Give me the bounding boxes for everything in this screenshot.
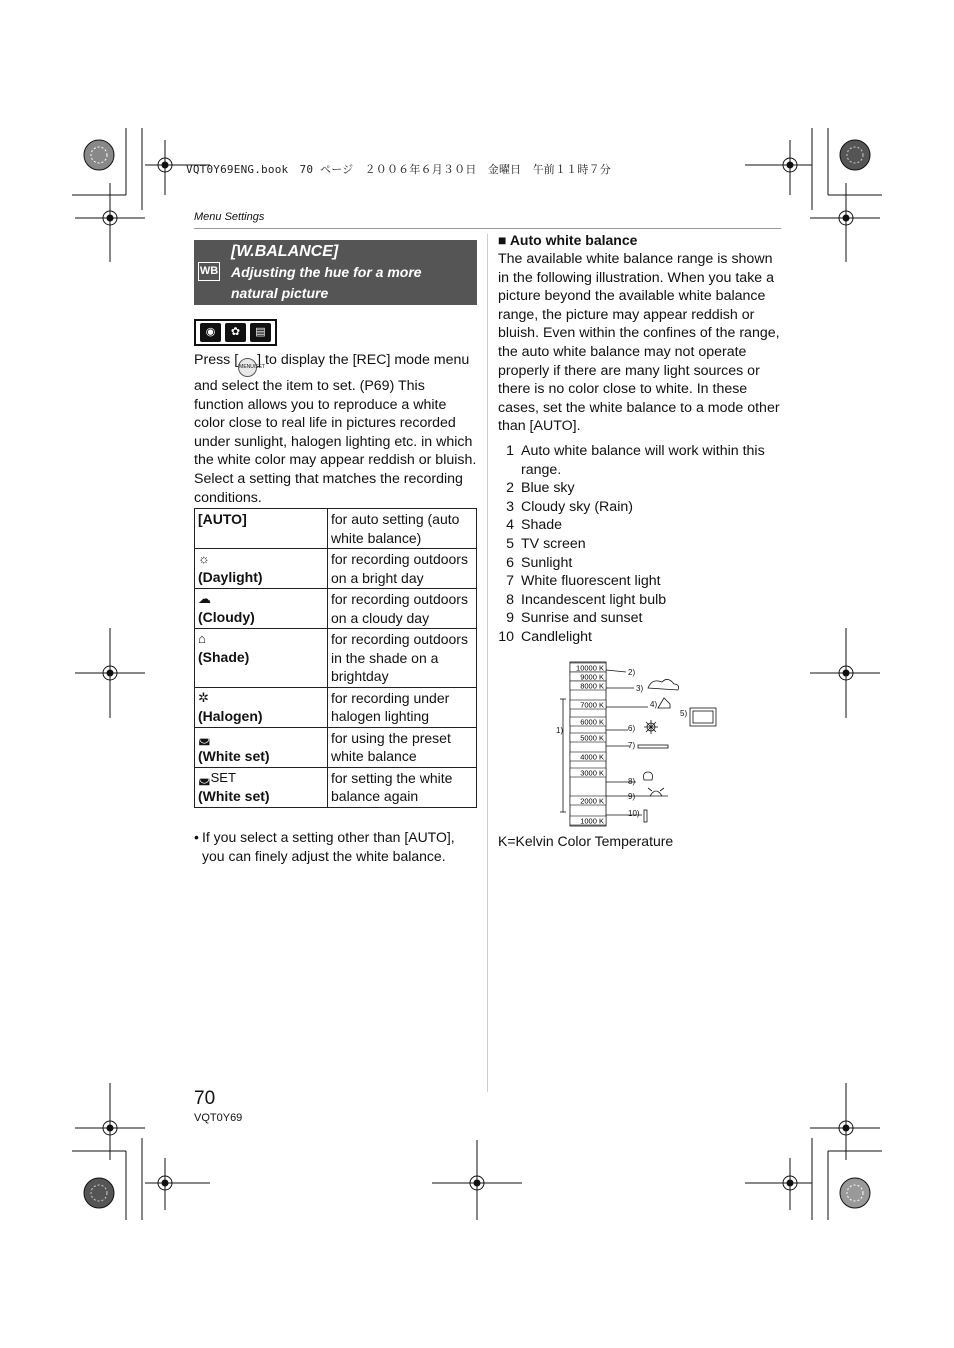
camera-mode-icon: ◉: [200, 323, 221, 342]
kelvin-scale-label: 8000 K: [580, 681, 604, 691]
macro-mode-icon: ✿: [225, 323, 246, 342]
kelvin-scale-label: 7000 K: [580, 700, 604, 710]
list-item: [498, 479, 781, 498]
table-row: [195, 687, 477, 727]
title-main: [W.BALANCE]: [231, 243, 339, 260]
diagram-label: 10): [628, 809, 640, 818]
section-label: Menu Settings: [194, 211, 265, 223]
diagram-label: 9): [628, 792, 636, 801]
diagram-label: 8): [628, 777, 636, 786]
wb-mode-cell: [195, 549, 328, 589]
list-item: [498, 535, 781, 554]
list-number: 10: [498, 628, 514, 645]
diagram-label: 5): [680, 709, 688, 718]
bullet-icon: •: [194, 829, 199, 845]
list-item: [498, 628, 781, 647]
diagram-label: 6): [628, 724, 636, 733]
wb-mode-desc: for recording outdoors in the shade on a brightday: [328, 629, 477, 688]
wb-mode-icon: ◛: [198, 729, 211, 745]
motion-picture-mode-icon: ▤: [250, 323, 271, 342]
mode-icons: [194, 319, 277, 346]
list-item: [498, 554, 781, 573]
column-divider: [487, 234, 488, 1092]
list-text: Cloudy sky (Rain): [521, 498, 633, 515]
list-item: [498, 572, 781, 591]
wb-table: [194, 508, 477, 808]
wb-mode-desc: for setting the white balance again: [328, 767, 477, 807]
wb-mode-icon: ◛SET: [198, 769, 236, 785]
list-text: TV screen: [521, 535, 586, 552]
list-text: Candlelight: [521, 628, 592, 645]
list-text: Sunlight: [521, 554, 573, 571]
kelvin-scale-label: 3000 K: [580, 768, 604, 778]
list-text: Blue sky: [521, 480, 575, 497]
wb-mode-cell: [195, 767, 328, 807]
wb-mode-icon: ☼: [198, 551, 210, 566]
wb-mode-desc: for recording outdoors on a bright day: [328, 549, 477, 589]
kelvin-scale-label: 5000 K: [580, 733, 604, 743]
auto-wb-heading: ■ Auto white balance: [498, 232, 638, 248]
title-box: [194, 240, 477, 305]
list-number: 3: [506, 498, 514, 515]
kelvin-scale-label: 2000 K: [580, 796, 604, 806]
wb-mode-desc: for recording outdoors on a cloudy day: [328, 589, 477, 629]
list-text: Incandescent light bulb: [521, 591, 667, 608]
list-item: [498, 498, 781, 517]
list-number: 5: [506, 535, 514, 552]
list-number: 2: [506, 480, 514, 497]
wb-icon: WB: [198, 262, 220, 281]
list-number: 4: [506, 517, 514, 534]
diagram-label: 4): [650, 700, 658, 709]
list-text: White fluorescent light: [521, 573, 661, 590]
list-number: 1: [506, 443, 514, 459]
note: • If you select a setting other than [AUTO], you can finely adjust the white balance.: [194, 829, 455, 864]
list-number: 8: [506, 591, 514, 608]
wb-mode-cell: [195, 509, 328, 549]
wb-mode-desc: for using the preset white balance: [328, 727, 477, 767]
print-header: VQT0Y69ENG.book 70 ページ ２００６年６月３０日 金曜日 午前１１時７分: [186, 163, 611, 176]
wb-mode-name: (Daylight): [198, 569, 263, 585]
wb-mode-icon: ⌂: [198, 631, 206, 646]
kelvin-diagram: [556, 660, 726, 830]
menu-set-button-icon: MENU/SET: [238, 358, 257, 377]
list-text: Shade: [521, 517, 563, 534]
wb-mode-name: (Shade): [198, 649, 250, 665]
wb-mode-cell: [195, 589, 328, 629]
list-item: [498, 516, 781, 535]
list-item: [498, 591, 781, 610]
wb-mode-name: (White set): [198, 747, 270, 764]
wb-mode-desc: for recording under halogen lighting: [328, 687, 477, 727]
diagram-label: 3): [636, 684, 644, 693]
title-sub-2: natural picture: [231, 285, 329, 301]
legend-list: [498, 442, 781, 647]
list-item: [498, 609, 781, 628]
list-number: 6: [506, 554, 514, 571]
list-number: 9: [506, 610, 514, 627]
table-row: [195, 767, 477, 807]
diagram-label: 1): [556, 726, 564, 735]
wb-mode-cell: [195, 687, 328, 727]
intro-text: Press [MENU/SET] to display the [REC] mode menu and select the item to set. (P69) This function allows you to reproduce a white color close to real life in pictures recorded under sunlight, halogen lighting etc. in which the white color may appear reddish or bluish. Select a setting that matches the recording conditions.: [194, 352, 477, 506]
title-text: [231, 242, 422, 304]
kelvin-scale-label: 4000 K: [580, 752, 604, 762]
auto-wb-body: The available white balance range is shown in the following illustration. When you take a picture beyond the available white balance range, the picture may appear reddish or bluish. Even within the confines of the range, the auto white balance may not operate properly if there are many light sources or there is no color close to white. In these cases, set the white balance to a mode other than [AUTO].: [498, 251, 780, 435]
wb-mode-cell: [195, 629, 328, 688]
list-item: [498, 442, 781, 479]
table-row: [195, 727, 477, 767]
table-row: [195, 589, 477, 629]
kelvin-scale-label: 10000 K: [576, 663, 604, 673]
table-row: [195, 509, 477, 549]
page-number: 70: [194, 1088, 216, 1109]
kelvin-scale-label: 1000 K: [580, 816, 604, 826]
wb-mode-name: (Halogen): [198, 707, 263, 724]
list-text: Sunrise and sunset: [521, 610, 643, 627]
wb-mode-name: [AUTO]: [198, 511, 247, 527]
kelvin-scale-label: 6000 K: [580, 717, 604, 727]
diagram-label: 2): [628, 668, 636, 677]
list-text: Auto white balance will work within this range.: [521, 443, 765, 478]
kelvin-scale-label: 9000 K: [580, 672, 604, 682]
wb-mode-icon: ☁: [198, 591, 211, 606]
wb-mode-name: (Cloudy): [198, 609, 255, 625]
list-number: 7: [506, 573, 514, 590]
wb-mode-name: (White set): [198, 787, 270, 804]
wb-mode-cell: [195, 727, 328, 767]
table-row: [195, 629, 477, 688]
wb-mode-desc: for auto setting (auto white balance): [328, 509, 477, 549]
title-sub-1: Adjusting the hue for a more: [231, 264, 422, 280]
kelvin-note: K=Kelvin Color Temperature: [498, 833, 674, 849]
wb-mode-icon: ✲: [198, 689, 209, 705]
table-row: [195, 549, 477, 589]
diagram-label: 7): [628, 741, 636, 750]
header-rule: [194, 228, 781, 229]
page-code: VQT0Y69: [194, 1112, 243, 1124]
